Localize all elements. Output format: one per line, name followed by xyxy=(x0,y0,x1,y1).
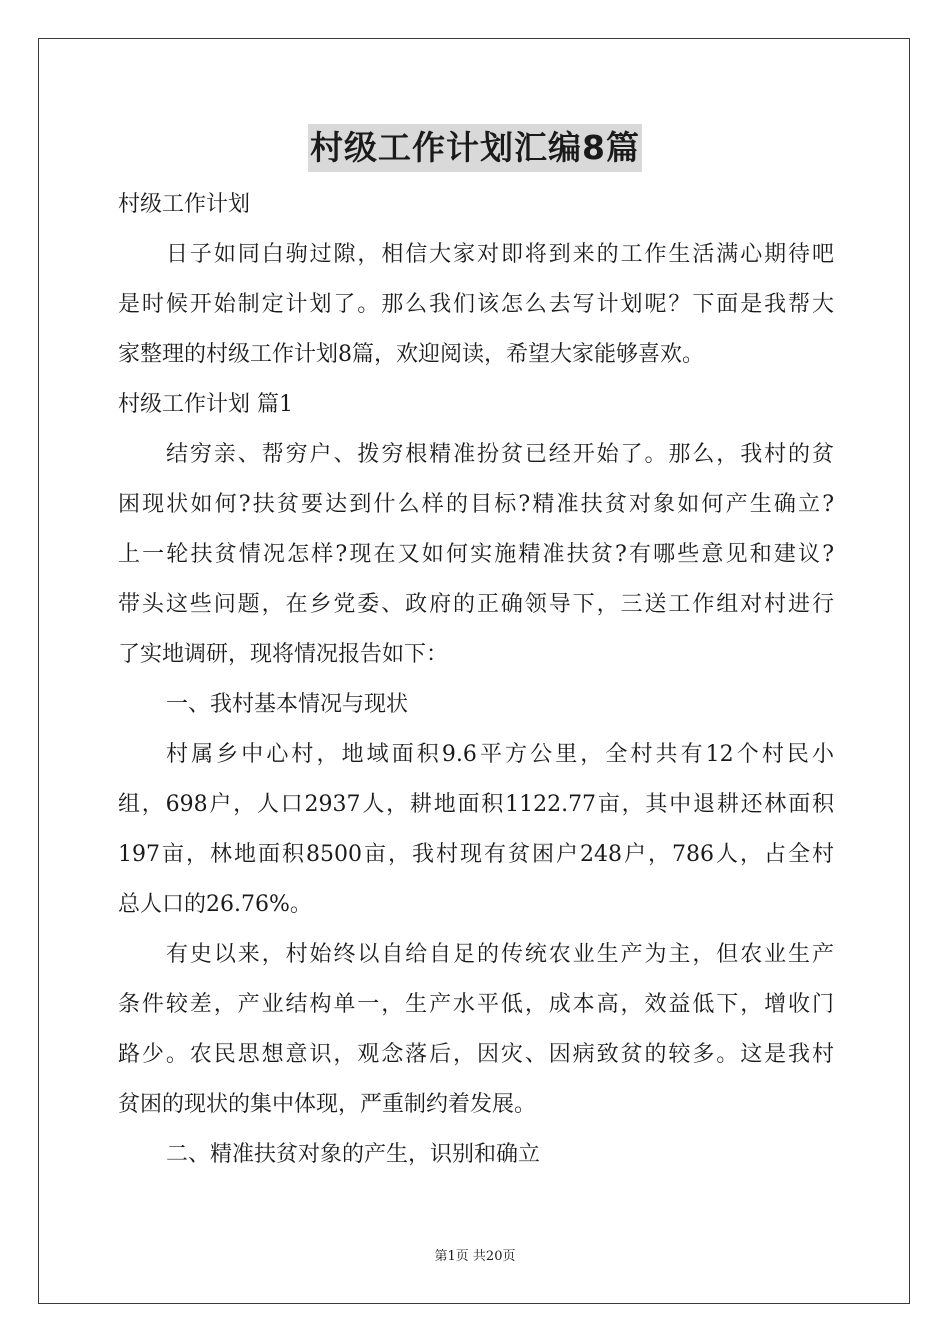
section-heading: 村级工作计划 篇1 xyxy=(118,392,293,417)
document-title: 村级工作计划汇编8篇 xyxy=(308,124,642,172)
paragraph-line: 条件较差，产业结构单一，生产水平低，成本高，效益低下，增收门 xyxy=(118,992,834,1017)
paragraph-line: 困现状如何?扶贫要达到什么样的目标?精准扶贫对象如何产生确立? xyxy=(118,492,834,517)
page-footer: 第1页 共20页 xyxy=(434,1249,516,1264)
document-body xyxy=(118,180,834,1180)
paragraph-line: 有史以来，村始终以自给自足的传统农业生产为主，但农业生产 xyxy=(166,942,834,967)
subsection-heading: 二、精准扶贫对象的产生，识别和确立 xyxy=(166,1142,541,1167)
paragraph-line: 组，698户，人口2937人，耕地面积1122.77亩，其中退耕还林面积 xyxy=(118,792,834,817)
paragraph-line: 路少。农民思想意识，观念落后，因灾、因病致贫的较多。这是我村 xyxy=(118,1042,834,1067)
paragraph-line: 家整理的村级工作计划8篇，欢迎阅读，希望大家能够喜欢。 xyxy=(118,342,704,367)
paragraph-line: 村属乡中心村，地域面积9.6平方公里，全村共有12个村民小 xyxy=(166,742,834,767)
paragraph-line: 197亩，林地面积8500亩，我村现有贫困户248户，786人，占全村 xyxy=(118,842,834,867)
paragraph-line: 是时候开始制定计划了。那么我们该怎么去写计划呢？下面是我帮大 xyxy=(118,292,834,317)
paragraph-line: 日子如同白驹过隙，相信大家对即将到来的工作生活满心期待吧 xyxy=(166,242,834,267)
paragraph-line: 贫困的现状的集中体现，严重制约着发展。 xyxy=(118,1092,537,1117)
section-heading: 村级工作计划 xyxy=(118,192,251,217)
paragraph-line: 带头这些问题，在乡党委、政府的正确领导下，三送工作组对村进行 xyxy=(118,592,834,617)
paragraph-line: 了实地调研，现将情况报告如下： xyxy=(118,642,449,667)
paragraph-line: 结穷亲、帮穷户、拨穷根精准扮贫已经开始了。那么，我村的贫 xyxy=(166,442,834,467)
paragraph-line: 总人口的26.76%。 xyxy=(118,892,312,917)
subsection-heading: 一、我村基本情况与现状 xyxy=(166,692,409,717)
paragraph-line: 上一轮扶贫情况怎样?现在又如何实施精准扶贫?有哪些意见和建议? xyxy=(118,542,834,567)
title-container xyxy=(0,124,950,172)
